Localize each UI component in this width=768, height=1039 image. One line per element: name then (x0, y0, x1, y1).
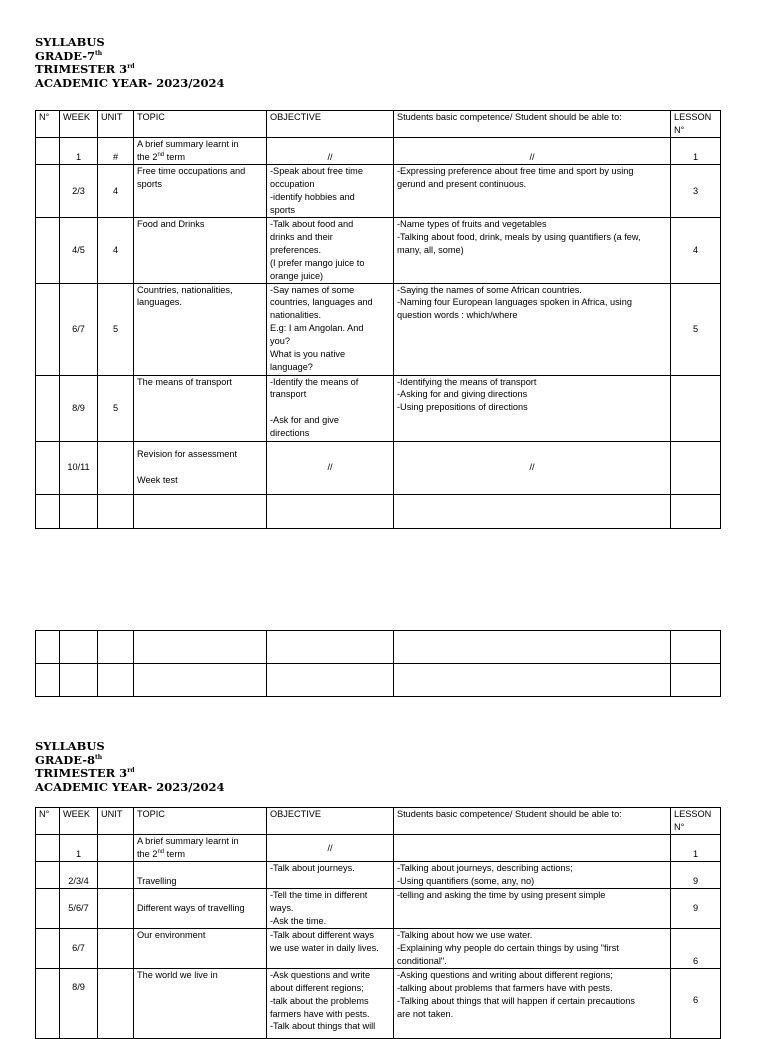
topic-cell: Travelling (134, 862, 267, 889)
week-cell: 8/9 (60, 968, 98, 1038)
competence-cell: -Name types of fruits and vegetables -Talking about food, drink, meals by using quantifiers (a few, many, all, some) (394, 218, 671, 284)
table-row (36, 835, 721, 862)
table-row-empty (36, 631, 721, 664)
objective-cell: -Tell the time in different ways. -Ask the time. (267, 888, 394, 928)
topic-cell: Our environment (134, 928, 267, 968)
col-header-n: N° (36, 808, 60, 835)
table-row (36, 138, 721, 165)
objective-cell: -Say names of some countries, languages and nationalities. E.g: I am Angolan. And you? What is you native language? (267, 283, 394, 375)
unit-cell (98, 928, 134, 968)
week-cell: 6/7 (60, 283, 98, 375)
table-row (36, 862, 721, 889)
competence-cell: // (394, 138, 671, 165)
syllabus-header-grade8 (35, 740, 224, 794)
week-cell: 5/6/7 (60, 888, 98, 928)
col-header-week: WEEK (60, 808, 98, 835)
objective-cell: -Talk about different ways we use water in daily lives. (267, 928, 394, 968)
lesson-cell (671, 441, 721, 494)
topic-cell: Revision for assessment Week test (134, 441, 267, 494)
col-header-n: N° (36, 111, 60, 138)
empty-table-fragment (35, 630, 721, 697)
col-header-topic: TOPIC (134, 111, 267, 138)
week-cell: 2/3 (60, 165, 98, 218)
col-header-objective: OBJECTIVE (267, 111, 394, 138)
competence-cell: // (394, 441, 671, 494)
trimester-label: TRIMESTER 3rd (35, 766, 135, 780)
week-cell: 4/5 (60, 218, 98, 284)
objective-cell: // (267, 138, 394, 165)
week-cell: 1 (60, 138, 98, 165)
syllabus-title: SYLLABUS (35, 35, 105, 49)
topic-cell: The means of transport (134, 375, 267, 441)
unit-cell (98, 835, 134, 862)
table-row (36, 165, 721, 218)
competence-cell: -Identifying the means of transport -Asking for and giving directions -Using prepositions of directions (394, 375, 671, 441)
academic-year: ACADEMIC YEAR- 2023/2024 (35, 779, 225, 794)
syllabus-table-grade8 (35, 807, 721, 1039)
topic-cell: Food and Drinks (134, 218, 267, 284)
competence-cell: -Saying the names of some African countries. -Naming four European languages spoken in Africa, using question words : which/where (394, 283, 671, 375)
table-header-row (36, 111, 721, 138)
lesson-cell: 9 (671, 862, 721, 889)
week-cell: 10/11 (60, 441, 98, 494)
topic-cell: Free time occupations and sports (134, 165, 267, 218)
competence-cell: -Expressing preference about free time and sport by using gerund and present continuous. (394, 165, 671, 218)
syllabus-title: SYLLABUS (35, 739, 105, 753)
col-header-unit: UNIT (98, 111, 134, 138)
week-cell: 2/3/4 (60, 862, 98, 889)
objective-cell: -Identify the means of transport -Ask for and give directions (267, 375, 394, 441)
lesson-cell: 4 (671, 218, 721, 284)
grade-label: GRADE-8th (35, 752, 103, 767)
grade-label: GRADE-7th (35, 48, 103, 63)
table-row (36, 928, 721, 968)
col-header-topic: TOPIC (134, 808, 267, 835)
objective-cell: -Speak about free time occupation -identify hobbies and sports (267, 165, 394, 218)
table-row (36, 283, 721, 375)
unit-cell (98, 441, 134, 494)
unit-cell: 5 (98, 283, 134, 375)
lesson-cell: 1 (671, 835, 721, 862)
table-row-empty (36, 664, 721, 697)
competence-cell: -Asking questions and writing about different regions; -talking about problems that farmers have with pests. -Talking about things that will happen if certain precautions are not taken. (394, 968, 671, 1038)
table-row (36, 375, 721, 441)
week-cell: 1 (60, 835, 98, 862)
topic-cell: A brief summary learnt in the 2nd term (134, 138, 267, 165)
competence-cell: -Talking about journeys, describing actions; -Using quantifiers (some, any, no) (394, 862, 671, 889)
topic-cell: A brief summary learnt in the 2nd term (134, 835, 267, 862)
lesson-cell: 6 (671, 928, 721, 968)
competence-cell: -telling and asking the time by using present simple (394, 888, 671, 928)
unit-cell (98, 888, 134, 928)
unit-cell: 4 (98, 165, 134, 218)
table-row (36, 218, 721, 284)
lesson-cell: 3 (671, 165, 721, 218)
table-row-empty (36, 494, 721, 528)
lesson-cell: 1 (671, 138, 721, 165)
topic-cell: Countries, nationalities, languages. (134, 283, 267, 375)
week-cell: 8/9 (60, 375, 98, 441)
lesson-cell: 6 (671, 968, 721, 1038)
lesson-cell: 9 (671, 888, 721, 928)
unit-cell: # (98, 138, 134, 165)
table-row (36, 441, 721, 494)
unit-cell (98, 968, 134, 1038)
topic-cell: Different ways of travelling (134, 888, 267, 928)
trimester-label: TRIMESTER 3rd (35, 62, 135, 76)
table-header-row (36, 808, 721, 835)
objective-cell: -Ask questions and write about different regions; -talk about the problems farmers have with pests. -Talk about things that will (267, 968, 394, 1038)
lesson-cell (671, 375, 721, 441)
col-header-unit: UNIT (98, 808, 134, 835)
syllabus-header-grade7 (35, 36, 224, 90)
table-row (36, 888, 721, 928)
academic-year: ACADEMIC YEAR- 2023/2024 (35, 75, 225, 90)
objective-cell: -Talk about journeys. (267, 862, 394, 889)
col-header-week: WEEK (60, 111, 98, 138)
unit-cell: 5 (98, 375, 134, 441)
topic-cell: The world we live in (134, 968, 267, 1038)
unit-cell (98, 862, 134, 889)
table-row (36, 968, 721, 1038)
objective-cell: // (267, 441, 394, 494)
competence-cell (394, 835, 671, 862)
competence-cell: -Talking about how we use water. -Explaining why people do certain things by using "first conditional". (394, 928, 671, 968)
objective-cell: // (267, 835, 394, 862)
week-cell: 6/7 (60, 928, 98, 968)
col-header-competence: Students basic competence/ Student should be able to: (394, 808, 671, 835)
objective-cell: -Talk about food and drinks and their preferences. (I prefer mango juice to orange juice) (267, 218, 394, 284)
col-header-objective: OBJECTIVE (267, 808, 394, 835)
lesson-cell: 5 (671, 283, 721, 375)
col-header-lesson: LESSON N° (671, 111, 721, 138)
col-header-competence: Students basic competence/ Student should be able to: (394, 111, 671, 138)
col-header-lesson: LESSON N° (671, 808, 721, 835)
syllabus-table-grade7 (35, 110, 721, 529)
unit-cell: 4 (98, 218, 134, 284)
